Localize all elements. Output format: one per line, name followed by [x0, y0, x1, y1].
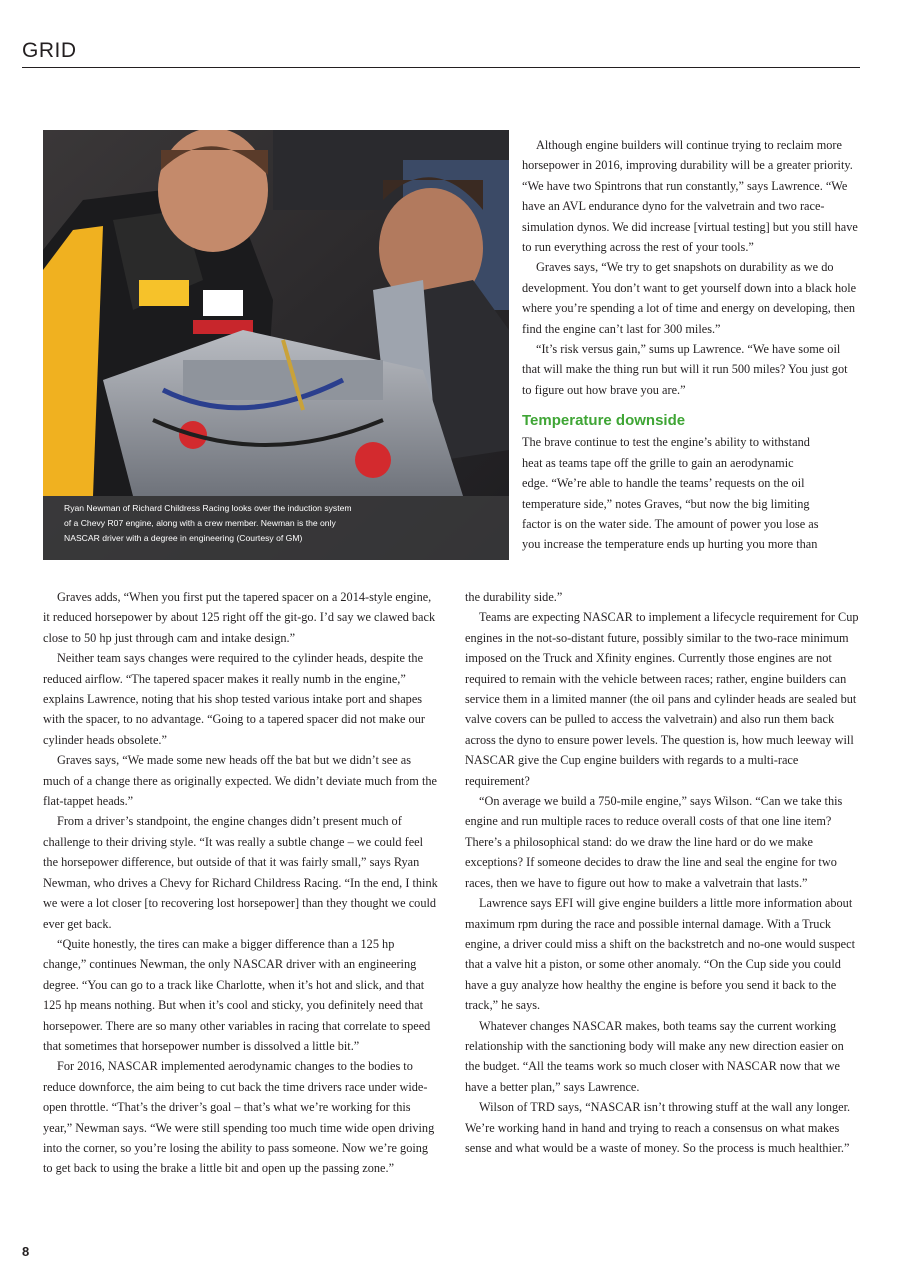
- paragraph: Graves adds, “When you first put the tapered spacer on a 2014-style engine, it reduced horsepower by about 125 right off the git-go. I’d say we clawed back close to 50 hp just through cam and intake design.”: [43, 590, 436, 645]
- paragraph: Wilson of TRD says, “NASCAR isn’t throwing stuff at the wall any longer. We’re working hand in hand and trying to reach a consensus on what makes sense and what would be a waste of money. So the process is much healthier.”: [465, 1100, 851, 1155]
- page-number: 8: [22, 1244, 30, 1259]
- paragraph: For 2016, NASCAR implemented aerodynamic changes to the bodies to reduce downforce, the aim being to cut back the time drivers race under wide-open throttle. “That’s the driver’s goal – that’s what we’re working for this year,” Newman says. “We were still spending too much time wide open driving into the corner, so you’re losing the ability to pass someone. Now we’re going to get back to using the brake a little bit and open up the passing zone.”: [43, 1059, 435, 1176]
- text-line: heat as teams tape off the grille to gain an aerodynamic: [522, 455, 794, 470]
- article-photo: [43, 130, 509, 560]
- paragraph: “It’s risk versus gain,” sums up Lawrence. “We have some oil that will make the thing run but will it run 500 miles? You just got to figure out how brave you are.”: [522, 342, 848, 397]
- paragraph: “On average we build a 750-mile engine,” says Wilson. “Can we take this engine and run multiple races to reduce overall costs of that one line item? There’s a philosophical stand: do we draw the line hard or do we make exceptions? If someone decides to draw the line and seal the engine for two races, then we have to figure out how to make a valvetrain that lasts.”: [465, 794, 843, 890]
- text-line: you increase the temperature ends up hurting you more than: [522, 537, 818, 552]
- paragraph: Graves says, “We made some new heads off the bat but we didn’t see as much of a change there as originally expected. We didn’t deviate much from the flat-tappet heads.”: [43, 753, 437, 809]
- text-line: temperature side,” notes Graves, “but now the big limiting: [522, 496, 810, 511]
- section-title: GRID: [22, 39, 77, 62]
- paragraph: Graves says, “We try to get snapshots on durability as we do development. You don’t want to get yourself down into a black hole where you’re spending a lot of time and energy on developing, then find the engine can’t last for 300 miles.”: [522, 260, 857, 336]
- page-header: [22, 38, 860, 68]
- left-column: [43, 587, 439, 1179]
- caption-line: of a Chevy R07 engine, along with a crew member. Newman is the only: [64, 518, 336, 528]
- paragraph: Whatever changes NASCAR makes, both teams say the current working relationship with the sanctioning body will make any new direction easier on the budget. “All the teams work so much closer with NASCAR now that we have a better plan,” says Lawrence.: [465, 1018, 844, 1094]
- paragraph: From a driver’s standpoint, the engine changes didn’t present much of challenge to their driving style. “It was really a subtle change – we could feel the horsepower difference, but outside of that it was fairly small,” says Ryan Newman, who drives a Chevy for Richard Childress Racing. “In the end, I think we were a lot closer [to recovering lost horsepower] than they thought we could ever get back.: [43, 814, 438, 931]
- paragraph: Neither team says changes were required to the cylinder heads, despite the reduced airflow. “The tapered spacer makes it really numb in the engine,” explains Lawrence, noting that his shop tested various intake port and shapes with the spacer, to no advantage. “Going to a tapered spacer did not make our cylinder heads obsolete.”: [43, 651, 425, 747]
- paragraph: Lawrence says EFI will give engine builders a little more information about maximum rpm during the race and possible internal damage. With a Truck engine, a driver could miss a shift on the backstretch and no-one would suspect that a valve hit a piston, or some other anomaly. “On the Cup side you could have a guy analyze how healthy the engine is before you send it back to the track,” he says.: [465, 896, 855, 1013]
- subheading: Temperature downside: [522, 412, 686, 430]
- caption-line: NASCAR driver with a degree in engineering (Courtesy of GM): [64, 533, 303, 543]
- paragraph: Although engine builders will continue trying to reclaim more horsepower in 2016, improving durability will be a greater priority. “We have two Spintrons that run constantly,” says Lawrence. “We have an AVL endurance dyno for the valvetrain and two race-simulation dynos. We did increase [virtual testing] but you still have to run everything across the rest of your tools.”: [522, 138, 858, 255]
- photo-caption: [43, 496, 509, 560]
- continuation-line: the durability side.”: [465, 590, 563, 604]
- paragraph: “Quite honestly, the tires can make a bigger difference than a 125 hp change,” continues Newman, the only NASCAR driver with an engineering degree. “You can go to a track like Charlotte, when it’s hot and slick, and that 125 hp means nothing. But when it’s cool and sticky, you definitely need that horsepower. There are so many other variables in racing that correlate to speed that sometimes that horsepower number is dissolved a little bit.”: [43, 936, 431, 1053]
- right-column-bottom: [465, 587, 861, 1158]
- text-line: The brave continue to test the engine’s ability to withstand: [522, 435, 810, 450]
- paragraph: Teams are expecting NASCAR to implement a lifecycle requirement for Cup engines in the not-so-distant future, possibly similar to the two-race minimum imposed on the Truck and Xfinity engines. Currently those engines are not required to remain with the vehicle between races; rather, engine builders can service them in a limited manner (the oil pans and cylinder heads are sealed but valve covers can be pulled to access the valvetrain) and also run them back across the dyno to ensure power levels. The question is, how much leeway will NASCAR give the Cup engine builders with regards to a multi-race requirement?: [465, 610, 859, 788]
- right-column-top: [522, 135, 860, 555]
- text-line: factor is on the water side. The amount of power you lose as: [522, 516, 819, 531]
- text-line: edge. “We’re able to handle the teams’ requests on the oil: [522, 476, 805, 491]
- caption-line: Ryan Newman of Richard Childress Racing looks over the induction system: [64, 503, 352, 513]
